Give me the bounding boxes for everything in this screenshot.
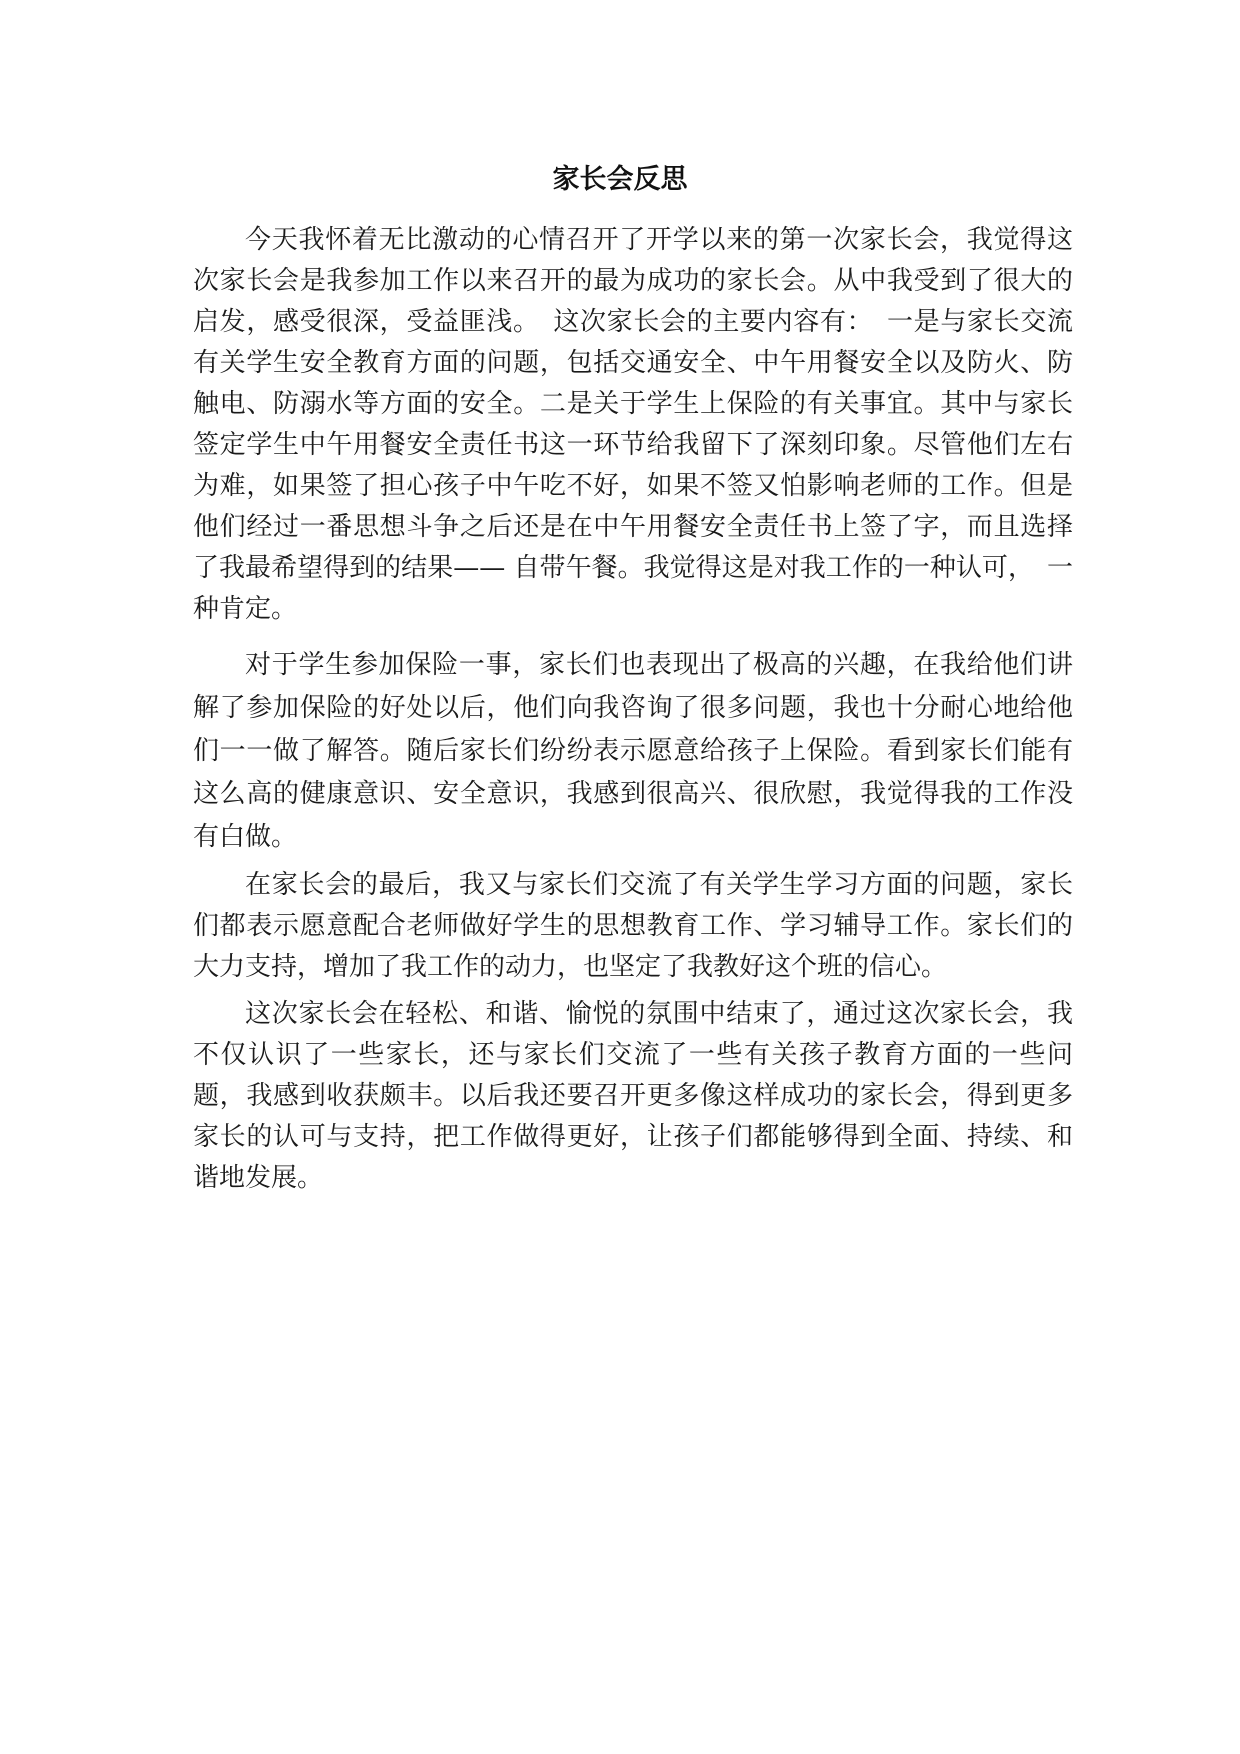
paragraph-1: 今天我怀着无比激动的心情召开了开学以来的第一次家长会，我觉得这次家长会是我参加工作以来召开的最为成功的家长会。从中我受到了很大的启发，感受很深，受益匪浅。 这次家长会的主要内容有： 一是与家长交流有关学生安全教育方面的问题，包括交通安全、中午用餐安全以及防火、防触电、防溺水等方面的安全。二是关于学生上保险的有关事宜。其中与家长签定学生中午用餐安全责任书这一环节给我留下了深刻印象。尽管他们左右为难，如果签了担心孩子中午吃不好，如果不签又怕影响老师的工作。但是他们经过一番思想斗争之后还是在中午用餐安全责任书上签了字，而且选择了我最希望得到的结果—— 自带午餐。我觉得这是对我工作的一种认可， 一种肯定。 xyxy=(193,225,1073,624)
paragraph-4: 这次家长会在轻松、和谐、愉悦的氛围中结束了，通过这次家长会，我不仅认识了一些家长，还与家长们交流了一些有关孩子教育方面的一些问题，我感到收获颇丰。以后我还要召开更多像这样成功的家长会，得到更多家长的认可与支持，把工作做得更好，让孩子们都能够得到全面、持续、和谐地发展。 xyxy=(193,999,1073,1193)
paragraph-3: 在家长会的最后，我又与家长们交流了有关学生学习方面的问题，家长们都表示愿意配合老师做好学生的思想教育工作、学习辅导工作。家长们的大力支持，增加了我工作的动力，也坚定了我教好这个班的信心。 xyxy=(193,870,1073,982)
document-title: 家长会反思 xyxy=(552,164,688,195)
paragraph-2: 对于学生参加保险一事，家长们也表现出了极高的兴趣，在我给他们讲解了参加保险的好处以后，他们向我咨询了很多问题，我也十分耐心地给他们一一做了解答。随后家长们纷纷表示愿意给孩子上保险。看到家长们能有这么高的健康意识、安全意识，我感到很高兴、很欣慰，我觉得我的工作没有白做。 xyxy=(193,650,1073,852)
document-body xyxy=(193,220,1073,1199)
